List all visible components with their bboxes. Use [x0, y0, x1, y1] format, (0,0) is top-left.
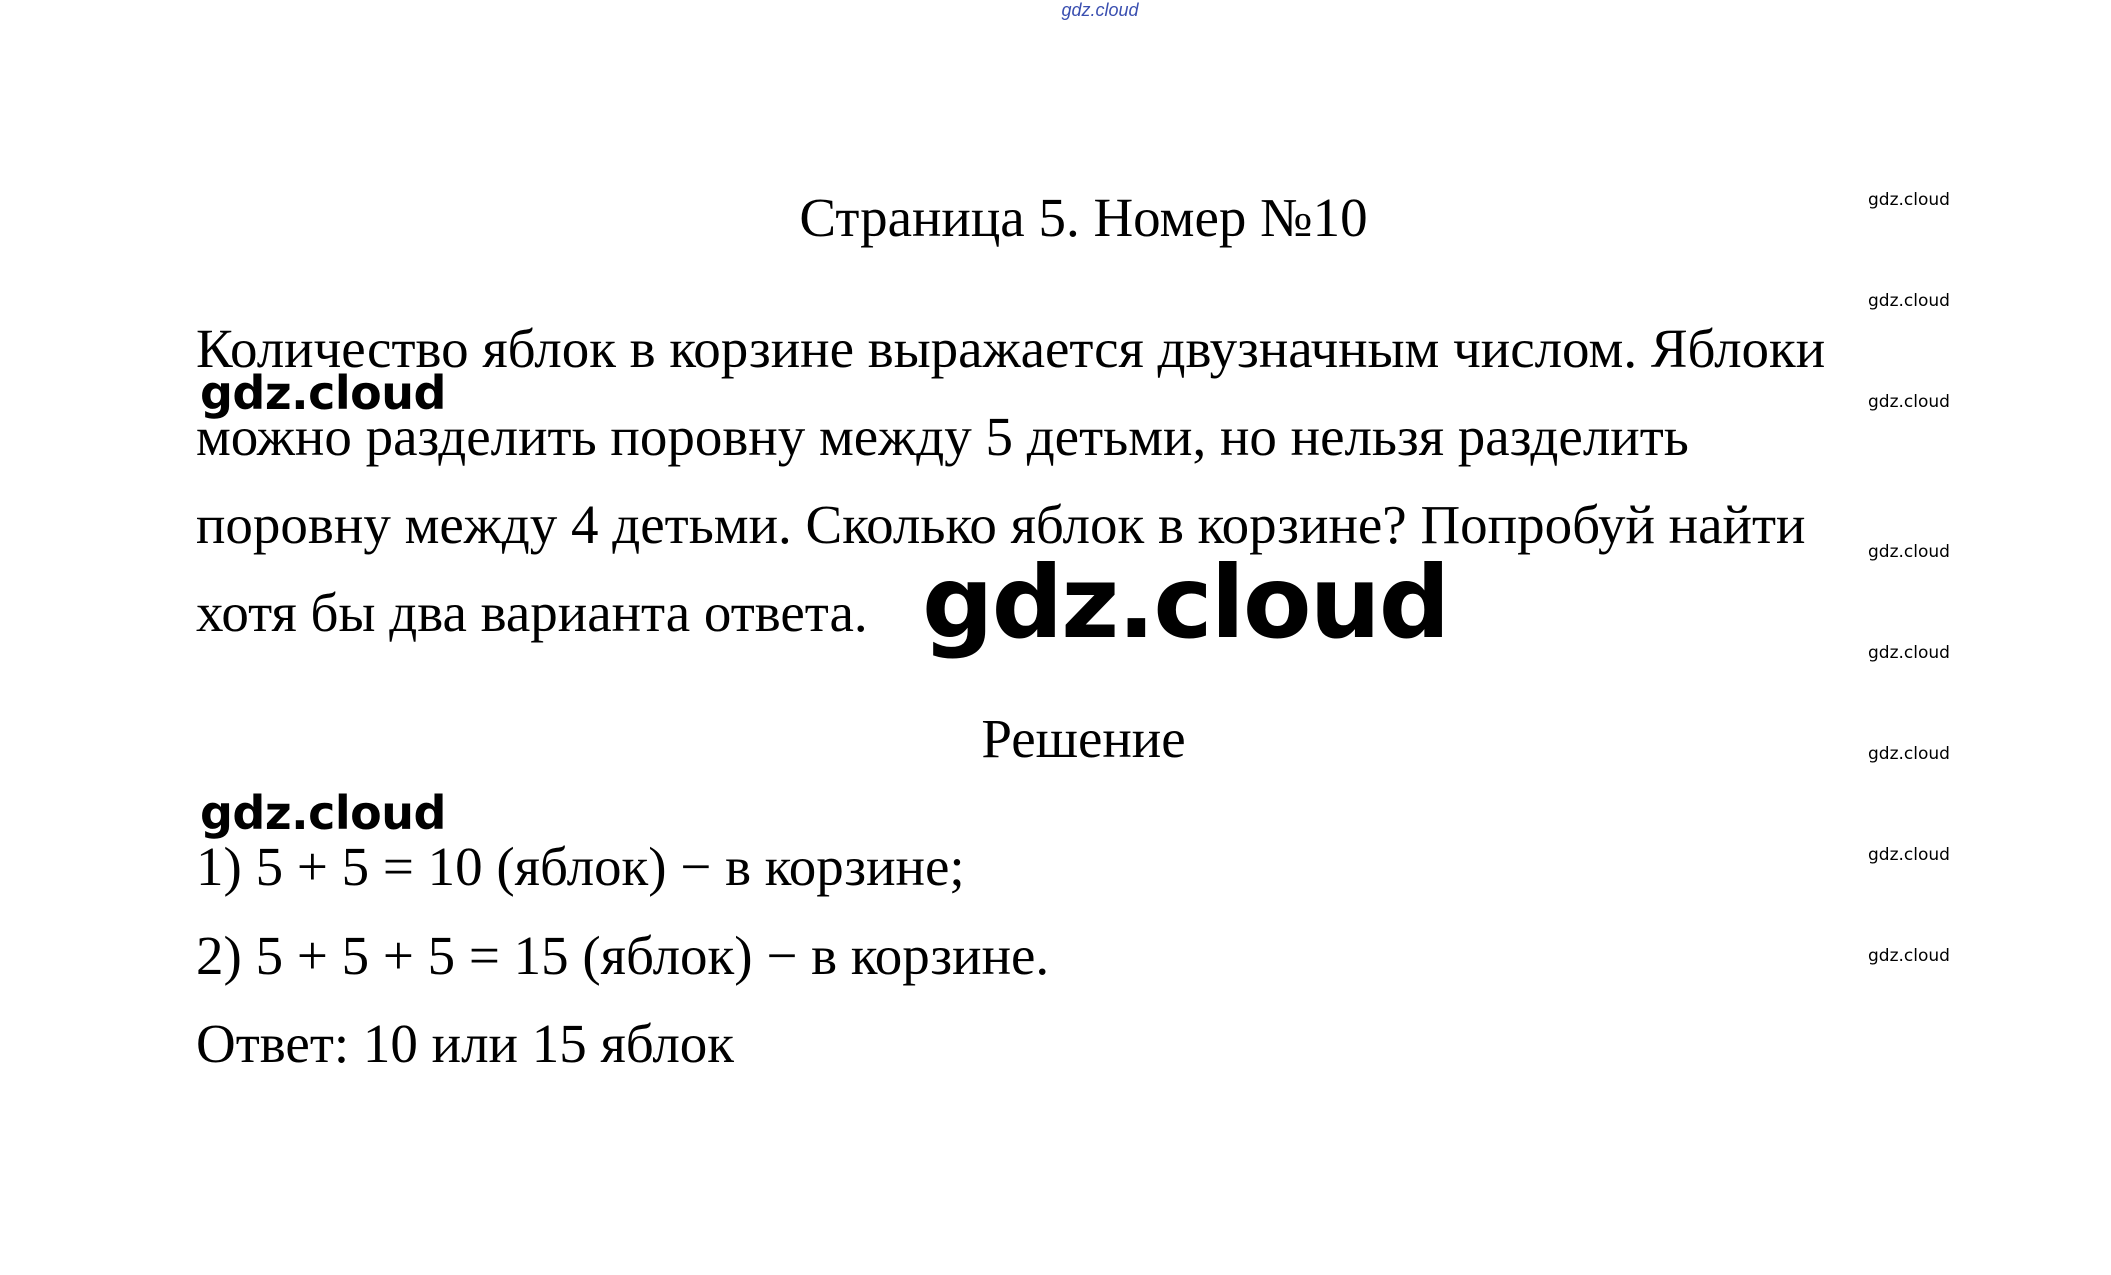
inline-watermark: gdz.cloud	[200, 366, 446, 420]
side-watermark: gdz.cloud	[1868, 190, 1950, 210]
top-watermark: gdz.cloud	[1061, 0, 1139, 20]
side-watermark: gdz.cloud	[1868, 643, 1950, 663]
side-watermark: gdz.cloud	[1868, 542, 1950, 562]
inline-watermark: gdz.cloud	[200, 786, 446, 840]
side-watermark: gdz.cloud	[1868, 392, 1950, 412]
problem-line: поровну между 4 детьми. Сколько яблок в корзине? Попробуй найти	[196, 494, 1806, 555]
solution-step-2: 2) 5 + 5 + 5 = 15 (яблок) − в корзине.	[196, 925, 1050, 986]
side-watermark: gdz.cloud	[1868, 291, 1950, 311]
side-watermark: gdz.cloud	[1868, 845, 1950, 865]
problem-line: можно разделить поровну между 5 детьми, но нельзя разделить	[196, 406, 1689, 467]
problem-line: хотя бы два варианта ответа.	[196, 582, 868, 643]
side-watermark: gdz.cloud	[1868, 946, 1950, 966]
answer-text: Ответ: 10 или 15 яблок	[196, 1013, 735, 1074]
solution-step-1: 1) 5 + 5 = 10 (яблок) − в корзине;	[196, 836, 965, 897]
solution-heading: Решение	[981, 708, 1186, 769]
problem-line: Количество яблок в корзине выражается двузначным числом. Яблоки	[196, 318, 1826, 379]
page-title: Страница 5. Номер №10	[799, 187, 1368, 248]
large-watermark: gdz.cloud	[922, 544, 1449, 661]
side-watermark: gdz.cloud	[1868, 744, 1950, 764]
